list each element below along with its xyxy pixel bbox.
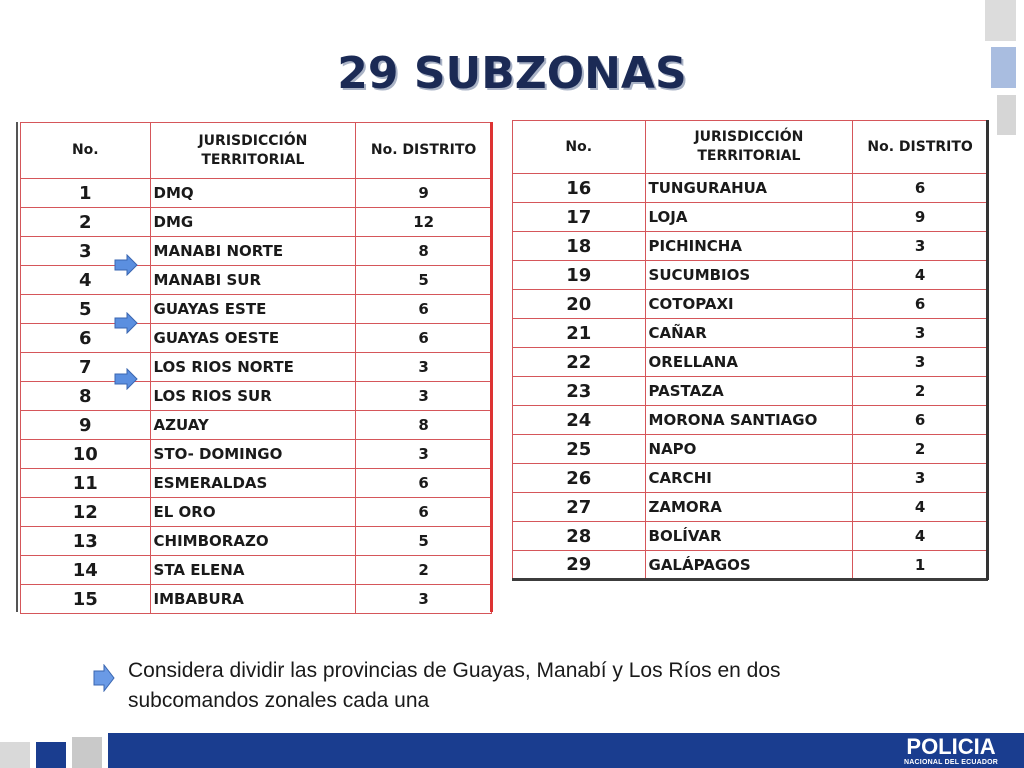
- row-jurisdiccion: CHIMBORAZO: [150, 527, 356, 556]
- row-number: 25: [513, 435, 646, 464]
- row-jurisdiccion: ORELLANA: [645, 348, 853, 377]
- footer-deco-square: [72, 737, 102, 768]
- table-row: [21, 237, 492, 266]
- row-jurisdiccion: GALÁPAGOS: [645, 551, 853, 580]
- row-distrito: 4: [853, 493, 988, 522]
- row-distrito: 6: [853, 290, 988, 319]
- row-jurisdiccion: ESMERALDAS: [150, 469, 356, 498]
- row-number: 29: [513, 551, 646, 580]
- row-number: 18: [513, 232, 646, 261]
- row-jurisdiccion: CARCHI: [645, 464, 853, 493]
- row-distrito: 6: [853, 174, 988, 203]
- row-jurisdiccion: STA ELENA: [150, 556, 356, 585]
- table-row: [513, 377, 988, 406]
- row-jurisdiccion: AZUAY: [150, 411, 356, 440]
- policia-logo: [904, 736, 998, 767]
- table-row: [21, 411, 492, 440]
- row-jurisdiccion: LOJA: [645, 203, 853, 232]
- row-distrito: 3: [356, 353, 492, 382]
- arrow-right-icon: [114, 368, 138, 390]
- row-number: 26: [513, 464, 646, 493]
- row-jurisdiccion: LOS RIOS SUR: [150, 382, 356, 411]
- arrow-right-icon: [114, 254, 138, 276]
- row-number: 23: [513, 377, 646, 406]
- table-row: [513, 290, 988, 319]
- table-row: [21, 179, 492, 208]
- row-jurisdiccion: MORONA SANTIAGO: [645, 406, 853, 435]
- row-jurisdiccion: COTOPAXI: [645, 290, 853, 319]
- row-distrito: 2: [356, 556, 492, 585]
- row-number: 7: [21, 353, 151, 382]
- table-row: [21, 295, 492, 324]
- row-number: 10: [21, 440, 151, 469]
- col-header-no: No.: [513, 121, 646, 174]
- row-number: 14: [21, 556, 151, 585]
- table-row: [21, 266, 492, 295]
- page-title: 29 SUBZONAS: [337, 48, 687, 99]
- col-header-no: No.: [21, 123, 151, 179]
- row-number: 12: [21, 498, 151, 527]
- row-number: 3: [21, 237, 151, 266]
- logo-title: POLICIA: [906, 734, 996, 759]
- row-distrito: 3: [853, 464, 988, 493]
- row-number: 24: [513, 406, 646, 435]
- table-edge: [986, 120, 989, 580]
- row-number: 22: [513, 348, 646, 377]
- col-header-jurisdiccion: JURISDICCIÓN TERRITORIAL: [150, 123, 356, 179]
- row-number: 13: [21, 527, 151, 556]
- table-row: [513, 406, 988, 435]
- row-number: 1: [21, 179, 151, 208]
- row-jurisdiccion: SUCUMBIOS: [645, 261, 853, 290]
- row-number: 11: [21, 469, 151, 498]
- row-number: 20: [513, 290, 646, 319]
- table-row: [513, 261, 988, 290]
- table-row: [21, 469, 492, 498]
- row-jurisdiccion: PASTAZA: [645, 377, 853, 406]
- table-row: [513, 435, 988, 464]
- row-number: 19: [513, 261, 646, 290]
- row-distrito: 3: [356, 440, 492, 469]
- row-number: 6: [21, 324, 151, 353]
- row-distrito: 6: [356, 324, 492, 353]
- row-jurisdiccion: STO- DOMINGO: [150, 440, 356, 469]
- arrow-right-icon: [93, 664, 115, 692]
- row-number: 2: [21, 208, 151, 237]
- row-jurisdiccion: NAPO: [645, 435, 853, 464]
- row-number: 4: [21, 266, 151, 295]
- footer-deco-square: [0, 742, 30, 768]
- col-header-jurisdiccion: JURISDICCIÓN TERRITORIAL: [645, 121, 853, 174]
- col-header-distrito: No. DISTRITO: [356, 123, 492, 179]
- row-distrito: 1: [853, 551, 988, 580]
- row-jurisdiccion: GUAYAS OESTE: [150, 324, 356, 353]
- row-number: 21: [513, 319, 646, 348]
- row-jurisdiccion: PICHINCHA: [645, 232, 853, 261]
- col-header-distrito: No. DISTRITO: [853, 121, 988, 174]
- row-number: 17: [513, 203, 646, 232]
- footer-bar: [108, 733, 1024, 768]
- table-row: [513, 203, 988, 232]
- row-distrito: 3: [356, 382, 492, 411]
- corner-deco-square: [997, 95, 1016, 135]
- table-row: [21, 324, 492, 353]
- row-distrito: 9: [853, 203, 988, 232]
- row-distrito: 8: [356, 411, 492, 440]
- table-row: [513, 522, 988, 551]
- row-number: 15: [21, 585, 151, 614]
- row-distrito: 5: [356, 527, 492, 556]
- table-row: [513, 493, 988, 522]
- subzonas-table-left: [20, 122, 492, 614]
- row-distrito: 4: [853, 522, 988, 551]
- row-jurisdiccion: DMG: [150, 208, 356, 237]
- table-row: [21, 498, 492, 527]
- row-jurisdiccion: BOLÍVAR: [645, 522, 853, 551]
- row-distrito: 4: [853, 261, 988, 290]
- table-edge: [16, 122, 18, 612]
- note-text: Considera dividir las provincias de Guayas, Manabí y Los Ríos en dos subcomandos zonales cada una: [128, 659, 781, 712]
- row-jurisdiccion: MANABI SUR: [150, 266, 356, 295]
- table-row: [513, 464, 988, 493]
- row-jurisdiccion: LOS RIOS NORTE: [150, 353, 356, 382]
- table-row: [513, 348, 988, 377]
- footer-deco-square: [36, 742, 66, 768]
- logo-subtitle: NACIONAL DEL ECUADOR: [904, 759, 998, 766]
- row-jurisdiccion: ZAMORA: [645, 493, 853, 522]
- row-number: 27: [513, 493, 646, 522]
- row-distrito: 6: [356, 469, 492, 498]
- row-distrito: 2: [853, 377, 988, 406]
- row-distrito: 6: [356, 295, 492, 324]
- row-jurisdiccion: MANABI NORTE: [150, 237, 356, 266]
- row-jurisdiccion: CAÑAR: [645, 319, 853, 348]
- table-edge: [490, 122, 493, 612]
- row-distrito: 12: [356, 208, 492, 237]
- row-jurisdiccion: EL ORO: [150, 498, 356, 527]
- row-distrito: 8: [356, 237, 492, 266]
- table-row: [513, 551, 988, 580]
- row-distrito: 3: [853, 319, 988, 348]
- table-row: [21, 527, 492, 556]
- row-distrito: 6: [356, 498, 492, 527]
- row-distrito: 9: [356, 179, 492, 208]
- row-jurisdiccion: DMQ: [150, 179, 356, 208]
- row-distrito: 3: [356, 585, 492, 614]
- row-number: 8: [21, 382, 151, 411]
- table-row: [21, 556, 492, 585]
- row-number: 28: [513, 522, 646, 551]
- arrow-right-icon: [114, 312, 138, 334]
- table-row: [513, 319, 988, 348]
- table-row: [21, 585, 492, 614]
- corner-deco-square: [985, 0, 1016, 41]
- table-row: [513, 232, 988, 261]
- table-row: [21, 440, 492, 469]
- table-row: [21, 382, 492, 411]
- row-number: 16: [513, 174, 646, 203]
- row-jurisdiccion: IMBABURA: [150, 585, 356, 614]
- row-distrito: 6: [853, 406, 988, 435]
- row-jurisdiccion: TUNGURAHUA: [645, 174, 853, 203]
- row-distrito: 3: [853, 232, 988, 261]
- subzonas-table-right: [512, 120, 988, 581]
- row-jurisdiccion: GUAYAS ESTE: [150, 295, 356, 324]
- table-row: [21, 353, 492, 382]
- row-number: 9: [21, 411, 151, 440]
- row-distrito: 3: [853, 348, 988, 377]
- row-distrito: 5: [356, 266, 492, 295]
- table-row: [21, 208, 492, 237]
- row-number: 5: [21, 295, 151, 324]
- table-row: [513, 174, 988, 203]
- row-distrito: 2: [853, 435, 988, 464]
